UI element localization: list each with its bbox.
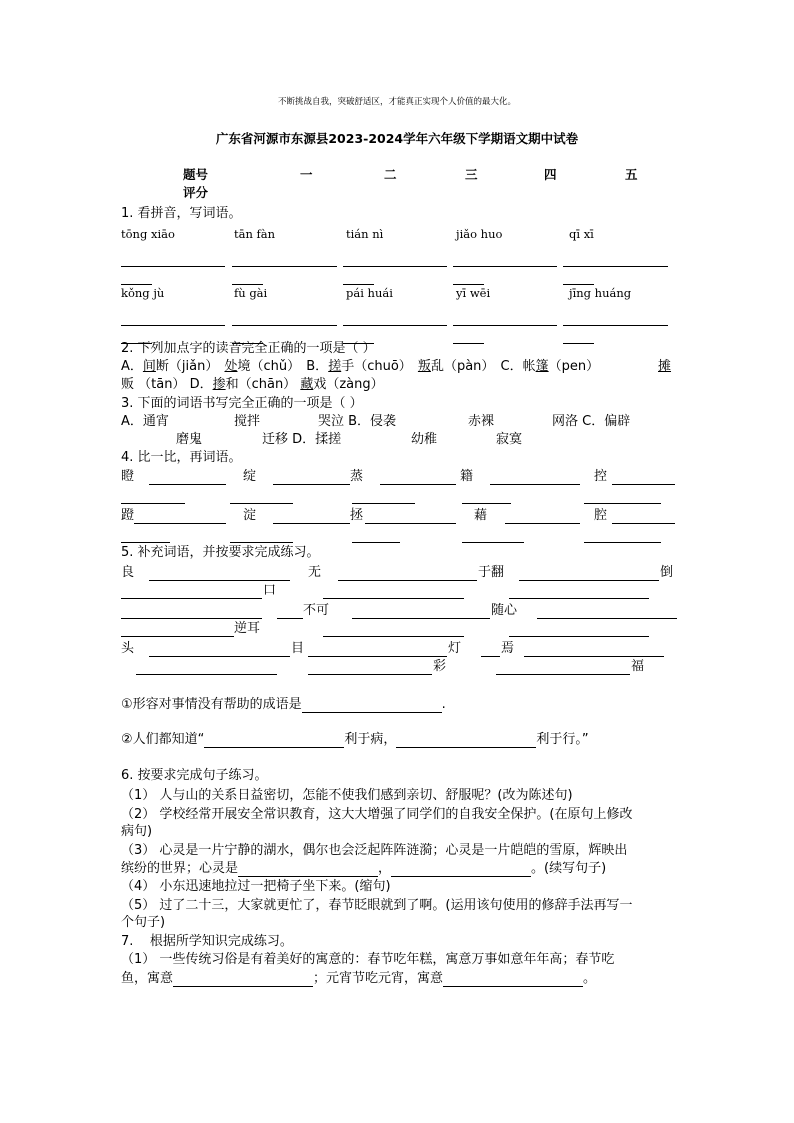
q7-title: 7. 根据所学知识完成练习。	[121, 934, 293, 949]
answer-blank[interactable]	[519, 580, 659, 581]
pinyin: tān fàn	[234, 227, 276, 241]
q1-title: 1. 看拼音，写词语。	[121, 206, 242, 221]
q5-char: 良	[121, 565, 135, 580]
answer-blank[interactable]	[232, 343, 263, 344]
q4-char: 籍	[460, 469, 474, 484]
answer-blank[interactable]	[612, 523, 675, 524]
text: A．	[121, 359, 143, 374]
q5-char: 目	[291, 641, 305, 656]
text: 乱（pàn） C．帐	[430, 359, 536, 374]
q5-char: 头	[121, 641, 135, 656]
answer-blank[interactable]	[136, 674, 277, 675]
answer-blank[interactable]	[343, 343, 374, 344]
dotted-char: 篷	[535, 359, 549, 374]
answer-blank[interactable]	[352, 503, 415, 504]
q4-char: 蒸	[350, 469, 364, 484]
text: （pen）	[548, 359, 600, 374]
q4-title: 4. 比一比，再词语。	[121, 450, 242, 465]
answer-blank[interactable]	[563, 325, 668, 326]
answer-blank[interactable]	[462, 542, 524, 543]
q5-char: 无	[308, 565, 322, 580]
text: ；元宵节吃元宵，寓意	[313, 971, 444, 986]
q6-s3: （3） 心灵是一片宁静的湖水，偶尔也会泛起阵阵涟漪；心灵是一片皑皑的雪原，辉映出	[121, 843, 628, 858]
text: 和（chān）	[225, 377, 301, 392]
dotted-char: 间	[142, 359, 156, 374]
q4-char: 藉	[474, 508, 488, 523]
q5-char: 灯	[448, 641, 462, 656]
answer-blank[interactable]	[391, 863, 531, 877]
dotted-char: 叛	[417, 359, 431, 374]
text: 。(续写句子)	[531, 861, 607, 876]
q6-s1: （1） 人与山的关系日益密切，怎能不使我们感到亲切、舒服呢？(改为陈述句)	[121, 788, 573, 803]
q6-s5: （5） 过了二十三，大家就更忙了，春节眨眼就到了啊。(运用该句使用的修辞手法再写一	[121, 898, 633, 913]
q2-options-line1	[121, 359, 599, 375]
header-motto: 不断挑战自我，突破舒适区，才能真正实现个人价值的最大化。	[277, 97, 516, 107]
q5-char: 随心	[491, 603, 518, 618]
dotted-char: 掺	[212, 377, 226, 392]
answer-blank[interactable]	[524, 656, 664, 657]
row-label: 题号	[183, 167, 209, 182]
score-label: 评分	[183, 185, 209, 200]
answer-blank[interactable]	[173, 973, 313, 987]
q5-title: 5. 补充词语，并按要求完成练习。	[121, 545, 320, 560]
answer-blank[interactable]	[273, 484, 350, 485]
q3-option: 磨鬼	[176, 432, 203, 447]
pinyin: tián nì	[346, 227, 384, 241]
answer-blank[interactable]	[453, 266, 557, 267]
q3-title: 3. 下面的词语书写完全正确的一项是（ ）	[121, 396, 363, 411]
q5-char: 于翻	[478, 565, 505, 580]
q3-option: 赤裸	[468, 414, 495, 429]
pinyin: tōng xiāo	[121, 227, 175, 241]
q4-char: 淀	[243, 508, 257, 523]
col-5: 五	[625, 167, 638, 182]
dotted-char: 搓	[328, 359, 342, 374]
pinyin: qī xī	[569, 227, 594, 241]
q6-s5-cont: 个句子)	[121, 915, 166, 930]
answer-blank[interactable]	[121, 636, 234, 637]
pinyin: yī wēi	[456, 286, 491, 300]
answer-blank[interactable]	[302, 699, 442, 713]
answer-blank[interactable]	[308, 674, 432, 675]
q7-s1: （1） 一些传统习俗是有着美好的寓意的：春节吃年糕，寓意万事如意年年高；春节吃	[121, 952, 615, 967]
answer-blank[interactable]	[323, 636, 464, 637]
answer-blank[interactable]	[343, 266, 447, 267]
answer-blank[interactable]	[537, 618, 677, 619]
answer-blank[interactable]	[612, 484, 675, 485]
text: 贩 （tān） D．	[121, 377, 213, 392]
answer-blank[interactable]	[481, 656, 500, 657]
pinyin: jīng huáng	[569, 286, 632, 300]
q6-s4: （4） 小东迅速地拉过一把椅子坐下来。(缩句)	[121, 879, 391, 894]
q5-char: 口	[263, 583, 277, 598]
answer-blank[interactable]	[509, 636, 649, 637]
answer-blank[interactable]	[352, 618, 490, 619]
answer-blank[interactable]	[443, 973, 583, 987]
answer-blank[interactable]	[509, 598, 649, 599]
answer-blank[interactable]	[149, 484, 226, 485]
answer-blank[interactable]	[563, 266, 668, 267]
answer-blank[interactable]	[380, 484, 456, 485]
answer-blank[interactable]	[563, 284, 594, 285]
text: 断（jiǎn）	[155, 359, 225, 374]
text: 利于行。”	[536, 732, 589, 747]
q5-sub2	[121, 732, 589, 748]
col-4: 四	[544, 167, 557, 182]
q6-s3-cont	[121, 861, 606, 877]
answer-blank[interactable]	[352, 542, 400, 543]
answer-blank[interactable]	[343, 325, 447, 326]
answer-blank[interactable]	[121, 343, 152, 344]
answer-blank[interactable]	[121, 266, 225, 267]
answer-blank[interactable]	[121, 618, 262, 619]
q5-char: 不可	[303, 603, 330, 618]
answer-blank[interactable]	[496, 674, 630, 675]
q4-char: 绽	[243, 469, 257, 484]
text: 戏（zàng）	[313, 377, 384, 392]
answer-blank[interactable]	[232, 284, 263, 285]
text: 境（chǔ） B．	[237, 359, 329, 374]
pinyin: fù gài	[234, 286, 268, 300]
answer-blank[interactable]	[121, 284, 152, 285]
text: 。	[583, 971, 597, 986]
answer-blank[interactable]	[563, 343, 594, 344]
q4-char: 拯	[350, 508, 364, 523]
q3-option: A．通宵	[121, 414, 169, 429]
pinyin: kǒng jù	[121, 286, 165, 300]
answer-blank[interactable]	[149, 656, 290, 657]
col-2: 二	[384, 167, 397, 182]
q6-s2: （2） 学校经常开展安全常识教育，这大大增强了同学们的自我安全保护。(在原句上修改	[121, 807, 633, 822]
q3-option: 寂寞	[496, 432, 523, 447]
q5-char: 倒	[660, 565, 674, 580]
q5-char: 彩	[433, 659, 447, 674]
answer-blank[interactable]	[121, 325, 225, 326]
q5-sub1	[121, 697, 446, 713]
q4-char: 蹬	[121, 508, 135, 523]
q3-option: 迁移 D．揉搓	[262, 432, 342, 447]
q2-options-line2	[121, 377, 384, 393]
answer-blank[interactable]	[462, 503, 511, 504]
text: 利于病，	[344, 732, 397, 747]
col-3: 三	[465, 167, 478, 182]
text: 鱼，寓意	[121, 971, 174, 986]
answer-blank[interactable]	[308, 656, 447, 657]
answer-blank[interactable]	[121, 503, 185, 504]
answer-blank[interactable]	[343, 284, 374, 285]
q4-char: 腔	[594, 508, 608, 523]
answer-blank[interactable]	[453, 325, 557, 326]
dotted-char: 藏	[300, 377, 314, 392]
answer-blank[interactable]	[584, 503, 661, 504]
answer-blank[interactable]	[230, 542, 293, 543]
q3-option: 幼稚	[411, 432, 438, 447]
q6-title: 6. 按要求完成句子练习。	[121, 768, 268, 783]
answer-blank[interactable]	[121, 542, 170, 543]
q3-option: 搅拌	[234, 414, 261, 429]
answer-blank[interactable]	[505, 523, 580, 524]
text: 手（chuō）	[341, 359, 418, 374]
answer-blank[interactable]	[453, 343, 484, 344]
answer-blank[interactable]	[232, 266, 337, 267]
answer-blank[interactable]	[238, 863, 378, 877]
text: ②人们都知道“	[121, 732, 205, 747]
answer-blank[interactable]	[232, 325, 337, 326]
dotted-char: 处	[224, 359, 238, 374]
answer-blank[interactable]	[490, 484, 580, 485]
exam-title: 广东省河源市东源县2023-2024学年六年级下学期语文期中试卷	[215, 131, 579, 146]
answer-blank[interactable]	[323, 598, 464, 599]
answer-blank[interactable]	[121, 598, 262, 599]
dotted-char: 摊	[658, 359, 672, 374]
answer-blank[interactable]	[396, 734, 536, 748]
q3-option: 网洛 C．偏辟	[552, 414, 631, 429]
text: .	[441, 697, 446, 712]
q2-title: 2. 下列加点字的读音完全正确的一项是（ ）	[121, 341, 376, 356]
answer-blank[interactable]	[273, 523, 350, 524]
answer-blank[interactable]	[230, 503, 293, 504]
answer-blank[interactable]	[338, 580, 477, 581]
pinyin: jiǎo huo	[456, 227, 503, 241]
text: 缤纷的世界；心灵是	[121, 861, 239, 876]
col-1: 一	[300, 167, 313, 182]
q3-option: 哭泣 B．侵袭	[318, 414, 397, 429]
text: ①形容对事情没有帮助的成语是	[121, 697, 302, 712]
answer-blank[interactable]	[453, 284, 484, 285]
answer-blank[interactable]	[134, 523, 226, 524]
q5-char: 逆耳	[234, 621, 261, 636]
q4-char: 瞪	[121, 469, 135, 484]
answer-blank[interactable]	[149, 580, 290, 581]
text: ，	[378, 861, 392, 876]
answer-blank[interactable]	[204, 734, 344, 748]
answer-blank[interactable]	[365, 523, 456, 524]
pinyin: pái huái	[346, 286, 393, 300]
q6-s2-cont: 病句)	[121, 824, 153, 839]
q4-char: 控	[594, 469, 608, 484]
q5-char: 福	[631, 659, 645, 674]
q5-char: 焉	[501, 641, 515, 656]
answer-blank[interactable]	[584, 542, 661, 543]
q7-s1-cont	[121, 971, 596, 987]
answer-blank[interactable]	[277, 618, 303, 619]
